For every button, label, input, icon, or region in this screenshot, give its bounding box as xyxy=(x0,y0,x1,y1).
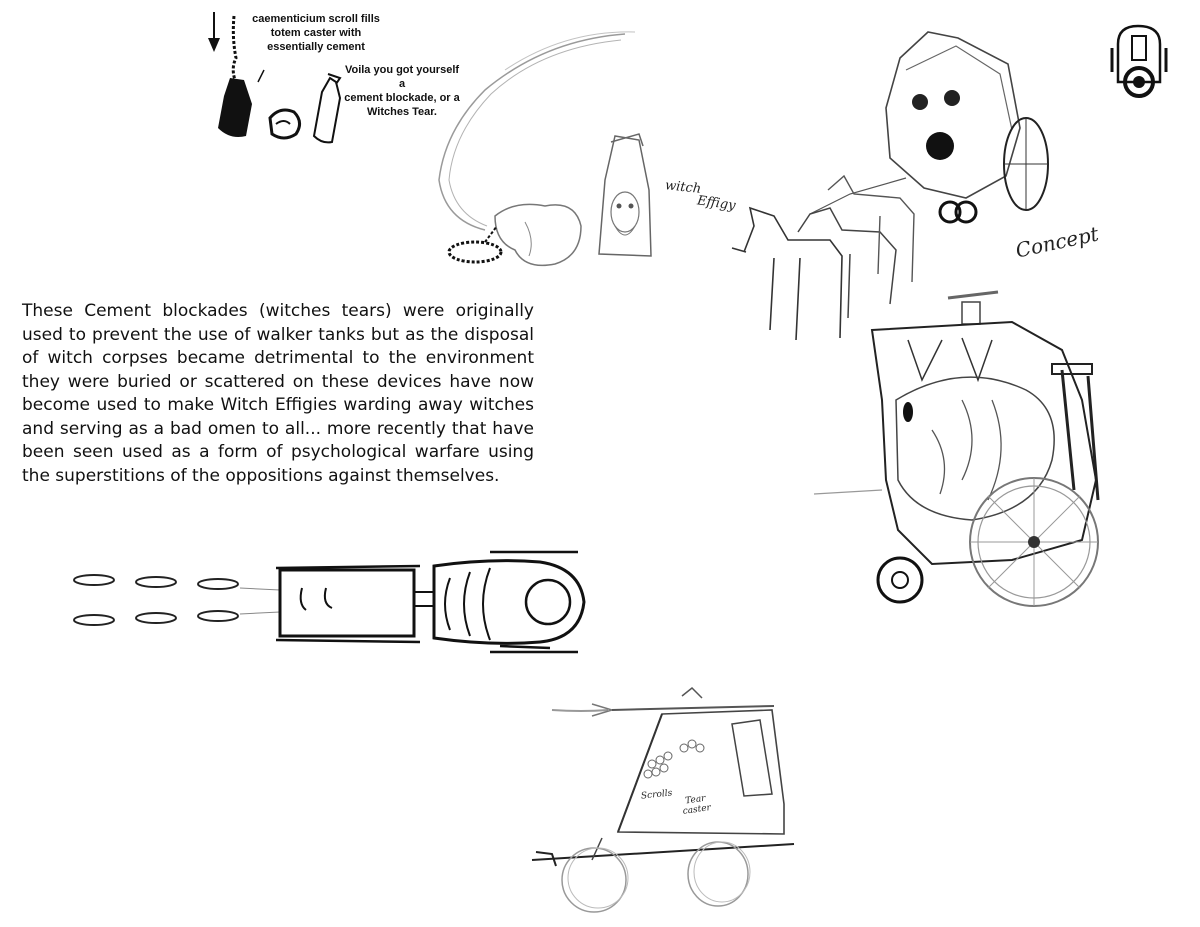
chained-blockade-sketch xyxy=(425,30,675,270)
concept-label: Concept xyxy=(1013,221,1101,263)
walker-thumbnail-sketch xyxy=(1108,22,1170,106)
caster-note: caementicium scroll fills totem caster with essentially cement xyxy=(252,13,380,53)
effigy-carriage-sketch xyxy=(812,280,1132,615)
lore-paragraph: These Cement blockades (witches tears) were originally used to prevent the use of walker tanks but as the disposal of witch corpses became detrimental to the environment they were buried or scattered on these devices have now become used to make Witch Effigies warding away witches and serving as a bad omen to all... more recently that have been seen used as a form of psychological warfare using the superstitions of the oppositions against themselves. xyxy=(22,301,534,486)
scrolls-label: Scrolls xyxy=(640,788,673,802)
blockade-note: Voila you got yourself a cement blockade, or a Witches Tear. xyxy=(344,64,460,118)
effigy-label: Effigy xyxy=(696,193,737,214)
caster-train-topdown-sketch xyxy=(70,548,590,660)
scroll-tank-sketch xyxy=(522,684,802,919)
tear-caster-label: Tear caster xyxy=(682,793,712,817)
witch-label: witch xyxy=(664,178,702,197)
